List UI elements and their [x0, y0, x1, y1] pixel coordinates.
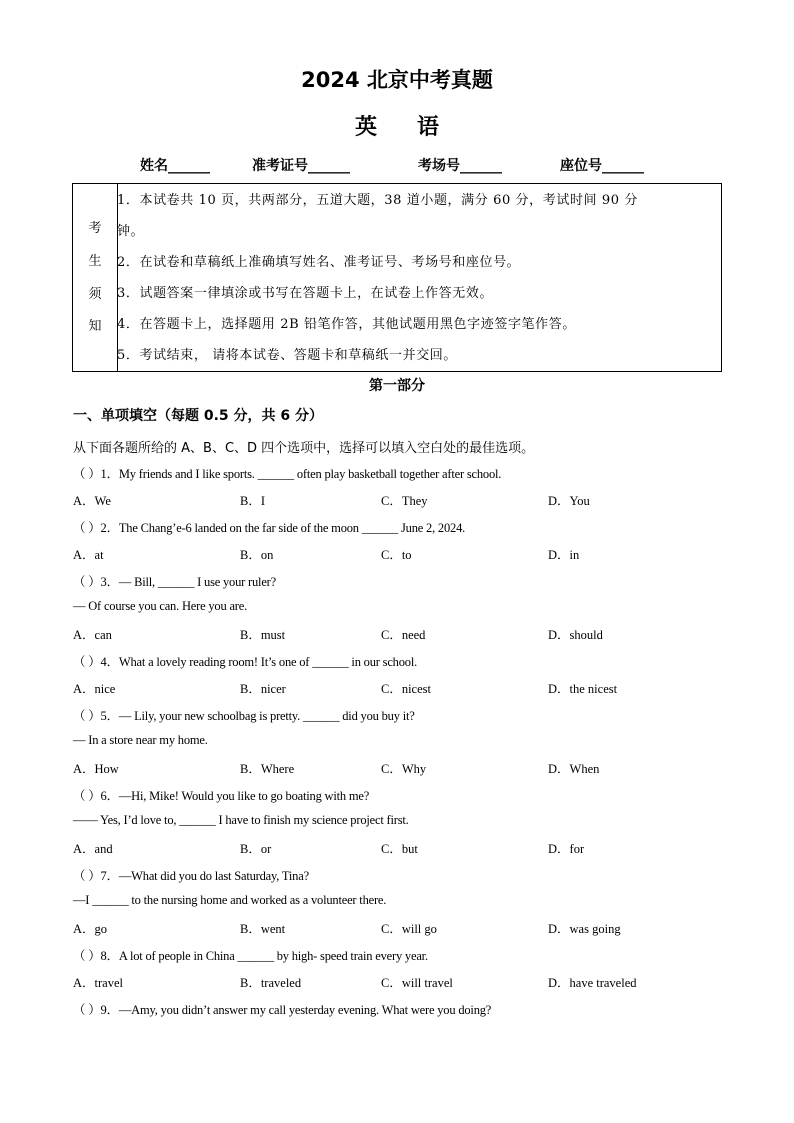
answer-option: C．need [381, 628, 426, 642]
section-title: 一、单项填空（每题 0.5 分，共 6 分） [73, 408, 324, 424]
notice-rule: 1．本试卷共 10 页，共两部分，五道大题，38 道小题，满分 60 分，考试时间 90 分 [117, 193, 638, 208]
notice-rule: 钟。 [117, 224, 145, 239]
part-title: 第一部分 [369, 378, 425, 394]
answer-option: B．went [240, 922, 286, 936]
answer-option: D．should [548, 628, 603, 642]
answer-option: D．was going [548, 922, 621, 936]
notice-side-label [73, 184, 118, 371]
side-char: 须 [88, 287, 102, 302]
question-dialogue-line: — Of course you can. Here you are. [73, 599, 248, 613]
notice-rule: 2．在试卷和草稿纸上准确填写姓名、准考证号、考场号和座位号。 [117, 255, 521, 270]
answer-option: A．at [73, 548, 104, 562]
answer-option: A．How [73, 762, 119, 776]
question-stem: （ ）4．What a lovely reading room! It’s one of ______ in our school. [73, 655, 418, 669]
question-stem: （ ）9．—Amy, you didn’t answer my call yesterday evening. What were you doing? [73, 1003, 492, 1017]
exam-number-field: 准考证号______ [252, 158, 350, 174]
answer-option: B．I [240, 494, 266, 508]
side-char: 知 [88, 319, 102, 334]
question-stem: （ ）5．— Lily, your new schoolbag is pretty. ______ did you buy it? [73, 709, 415, 723]
seat-number-field: 座位号______ [560, 158, 644, 174]
answer-option: A．We [73, 494, 111, 508]
question-dialogue-line: — In a store near my home. [73, 733, 208, 747]
notice-rule: 4．在答题卡上，选择题用 2B 铅笔作答，其他试题用黑色字迹签字笔作答。 [117, 317, 576, 332]
answer-option: C．to [381, 548, 412, 562]
answer-option: D．have traveled [548, 976, 637, 990]
answer-option: B．traveled [240, 976, 302, 990]
answer-option: B．nicer [240, 682, 286, 696]
answer-option: C．will travel [381, 976, 453, 990]
answer-option: B．or [240, 842, 272, 856]
answer-option: C．Why [381, 762, 427, 776]
question-stem: （ ）7．—What did you do last Saturday, Tina? [73, 869, 309, 883]
notice-box [72, 183, 722, 372]
question-stem: （ ）6．—Hi, Mike! Would you like to go boating with me? [73, 789, 370, 803]
question-dialogue-line: —— Yes, I’d love to, ______ I have to finish my science project first. [73, 813, 409, 827]
answer-option: D．for [548, 842, 585, 856]
answer-option: D．You [548, 494, 590, 508]
answer-option: D．the nicest [548, 682, 618, 696]
question-stem: （ ）2．The Chang’e-6 landed on the far side of the moon ______ June 2, 2024. [73, 521, 466, 535]
question-dialogue-line: —I ______ to the nursing home and worked as a volunteer there. [73, 893, 387, 907]
answer-option: C．will go [381, 922, 437, 936]
side-char: 考 [88, 221, 102, 236]
subject-title: 英语 [354, 114, 479, 140]
answer-option: C．They [381, 494, 428, 508]
notice-rule: 3．试题答案一律填涂或书写在答题卡上，在试卷上作答无效。 [117, 286, 494, 301]
answer-option: A．go [73, 922, 108, 936]
answer-option: A．can [73, 628, 112, 642]
name-field: 姓名______ [140, 158, 210, 174]
answer-option: C．nicest [381, 682, 431, 696]
answer-option: B．Where [240, 762, 295, 776]
answer-option: B．must [240, 628, 286, 642]
answer-option: A．travel [73, 976, 123, 990]
exam-title: 2024 北京中考真题 [301, 68, 493, 92]
question-stem: （ ）8．A lot of people in China ______ by high- speed train every year. [73, 949, 428, 963]
answer-option: B．on [240, 548, 274, 562]
question-stem: （ ）1．My friends and I like sports. ______ often play basketball together after school. [73, 467, 502, 481]
answer-option: D．in [548, 548, 580, 562]
side-char: 生 [88, 254, 102, 269]
section-instruction: 从下面各题所给的 A、B、C、D 四个选项中，选择可以填入空白处的最佳选项。 [73, 441, 535, 456]
answer-option: A．and [73, 842, 113, 856]
answer-option: A．nice [73, 682, 116, 696]
notice-rule: 5．考试结束， 请将本试卷、答题卡和草稿纸一并交回。 [117, 348, 458, 363]
question-stem: （ ）3．— Bill, ______ I use your ruler? [73, 575, 276, 589]
exam-room-field: 考场号______ [418, 158, 502, 174]
answer-option: D．When [548, 762, 600, 776]
answer-option: C．but [381, 842, 418, 856]
